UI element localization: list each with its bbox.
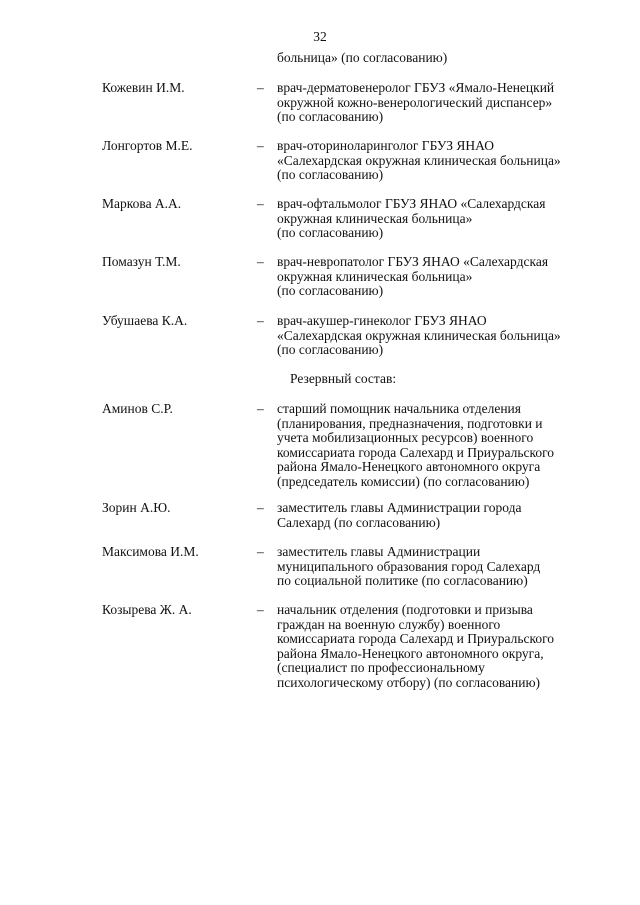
role-line: заместитель главы Администрации <box>277 544 481 559</box>
role-line: врач-акушер-гинеколог ГБУЗ ЯНАО <box>277 313 487 328</box>
role-line: врач-невропатолог ГБУЗ ЯНАО «Салехардская <box>277 254 549 269</box>
page-number: 32 <box>313 29 327 44</box>
role-line: (по согласованию) <box>277 342 384 358</box>
role-line: района Ямало-Ненецкого автономного округа, <box>277 645 544 661</box>
member-name: Кожевин И.М. <box>102 80 185 95</box>
member-role <box>277 545 597 589</box>
role-line: (председатель комиссии) (по согласованию) <box>277 473 530 489</box>
dash: – <box>257 401 264 416</box>
role-line: окружная клиническая больница» <box>277 268 473 284</box>
member-role <box>277 81 597 125</box>
role-line: комиссариата города Салехард и Приуральского <box>277 631 555 647</box>
role-line: (по согласованию) <box>277 283 384 299</box>
dash: – <box>257 500 264 515</box>
dash: – <box>257 602 264 617</box>
member-name: Убушаева К.А. <box>102 313 188 328</box>
dash: – <box>257 544 264 559</box>
dash: – <box>257 196 264 211</box>
role-line: психологическому отбору) (по согласованию) <box>277 674 541 690</box>
member-name: Помазун Т.М. <box>102 254 181 269</box>
member-role <box>277 255 597 299</box>
role-line: врач-дерматовенеролог ГБУЗ «Ямало-Ненецкий <box>277 80 555 95</box>
role-line: заместитель главы Администрации города <box>277 500 522 515</box>
role-line: (по согласованию) <box>277 109 384 125</box>
dash: – <box>257 80 264 95</box>
role-line: Салехард (по согласованию) <box>277 514 441 530</box>
role-line: окружная клиническая больница» <box>277 210 473 226</box>
role-line: по социальной политике (по согласованию) <box>277 573 528 589</box>
member-role <box>277 402 597 490</box>
role-line: (по согласованию) <box>277 167 384 183</box>
role-line: (по согласованию) <box>277 225 384 241</box>
role-line: муниципального образования город Салехард <box>277 558 541 574</box>
member-role <box>277 314 597 358</box>
continuation-text: больница» (по согласованию) <box>277 50 448 65</box>
role-line: района Ямало-Ненецкого автономного округа <box>277 459 541 475</box>
member-role <box>277 501 597 530</box>
member-role <box>277 197 597 241</box>
member-role <box>277 603 597 691</box>
role-line: (специалист по профессиональному <box>277 660 485 676</box>
dash: – <box>257 254 264 269</box>
member-name: Аминов С.Р. <box>102 401 173 416</box>
role-line: учета мобилизационных ресурсов) военного <box>277 430 534 446</box>
role-line: старший помощник начальника отделения <box>277 401 521 416</box>
reserve-heading: Резервный состав: <box>290 371 397 386</box>
role-line: врач-офтальмолог ГБУЗ ЯНАО «Салехардская <box>277 196 546 211</box>
role-line: окружной кожно-венерологический диспансер» <box>277 94 553 110</box>
role-line: начальник отделения (подготовки и призыва <box>277 602 533 617</box>
member-name: Козырева Ж. А. <box>102 602 192 617</box>
member-name: Максимова И.М. <box>102 544 199 559</box>
role-line: комиссариата города Салехард и Приуральского <box>277 444 555 460</box>
member-name: Маркова А.А. <box>102 196 182 211</box>
member-name: Зорин А.Ю. <box>102 500 171 515</box>
dash: – <box>257 138 264 153</box>
member-role <box>277 139 597 183</box>
role-line: «Салехардская окружная клиническая больница» <box>277 327 561 343</box>
role-line: врач-оториноларинголог ГБУЗ ЯНАО <box>277 138 494 153</box>
role-line: граждан на военную службу) военного <box>277 616 501 632</box>
dash: – <box>257 313 264 328</box>
role-line: «Салехардская окружная клиническая больница» <box>277 152 561 168</box>
member-name: Лонгортов М.Е. <box>102 138 193 153</box>
role-line: (планирования, предназначения, подготовки и <box>277 415 543 431</box>
